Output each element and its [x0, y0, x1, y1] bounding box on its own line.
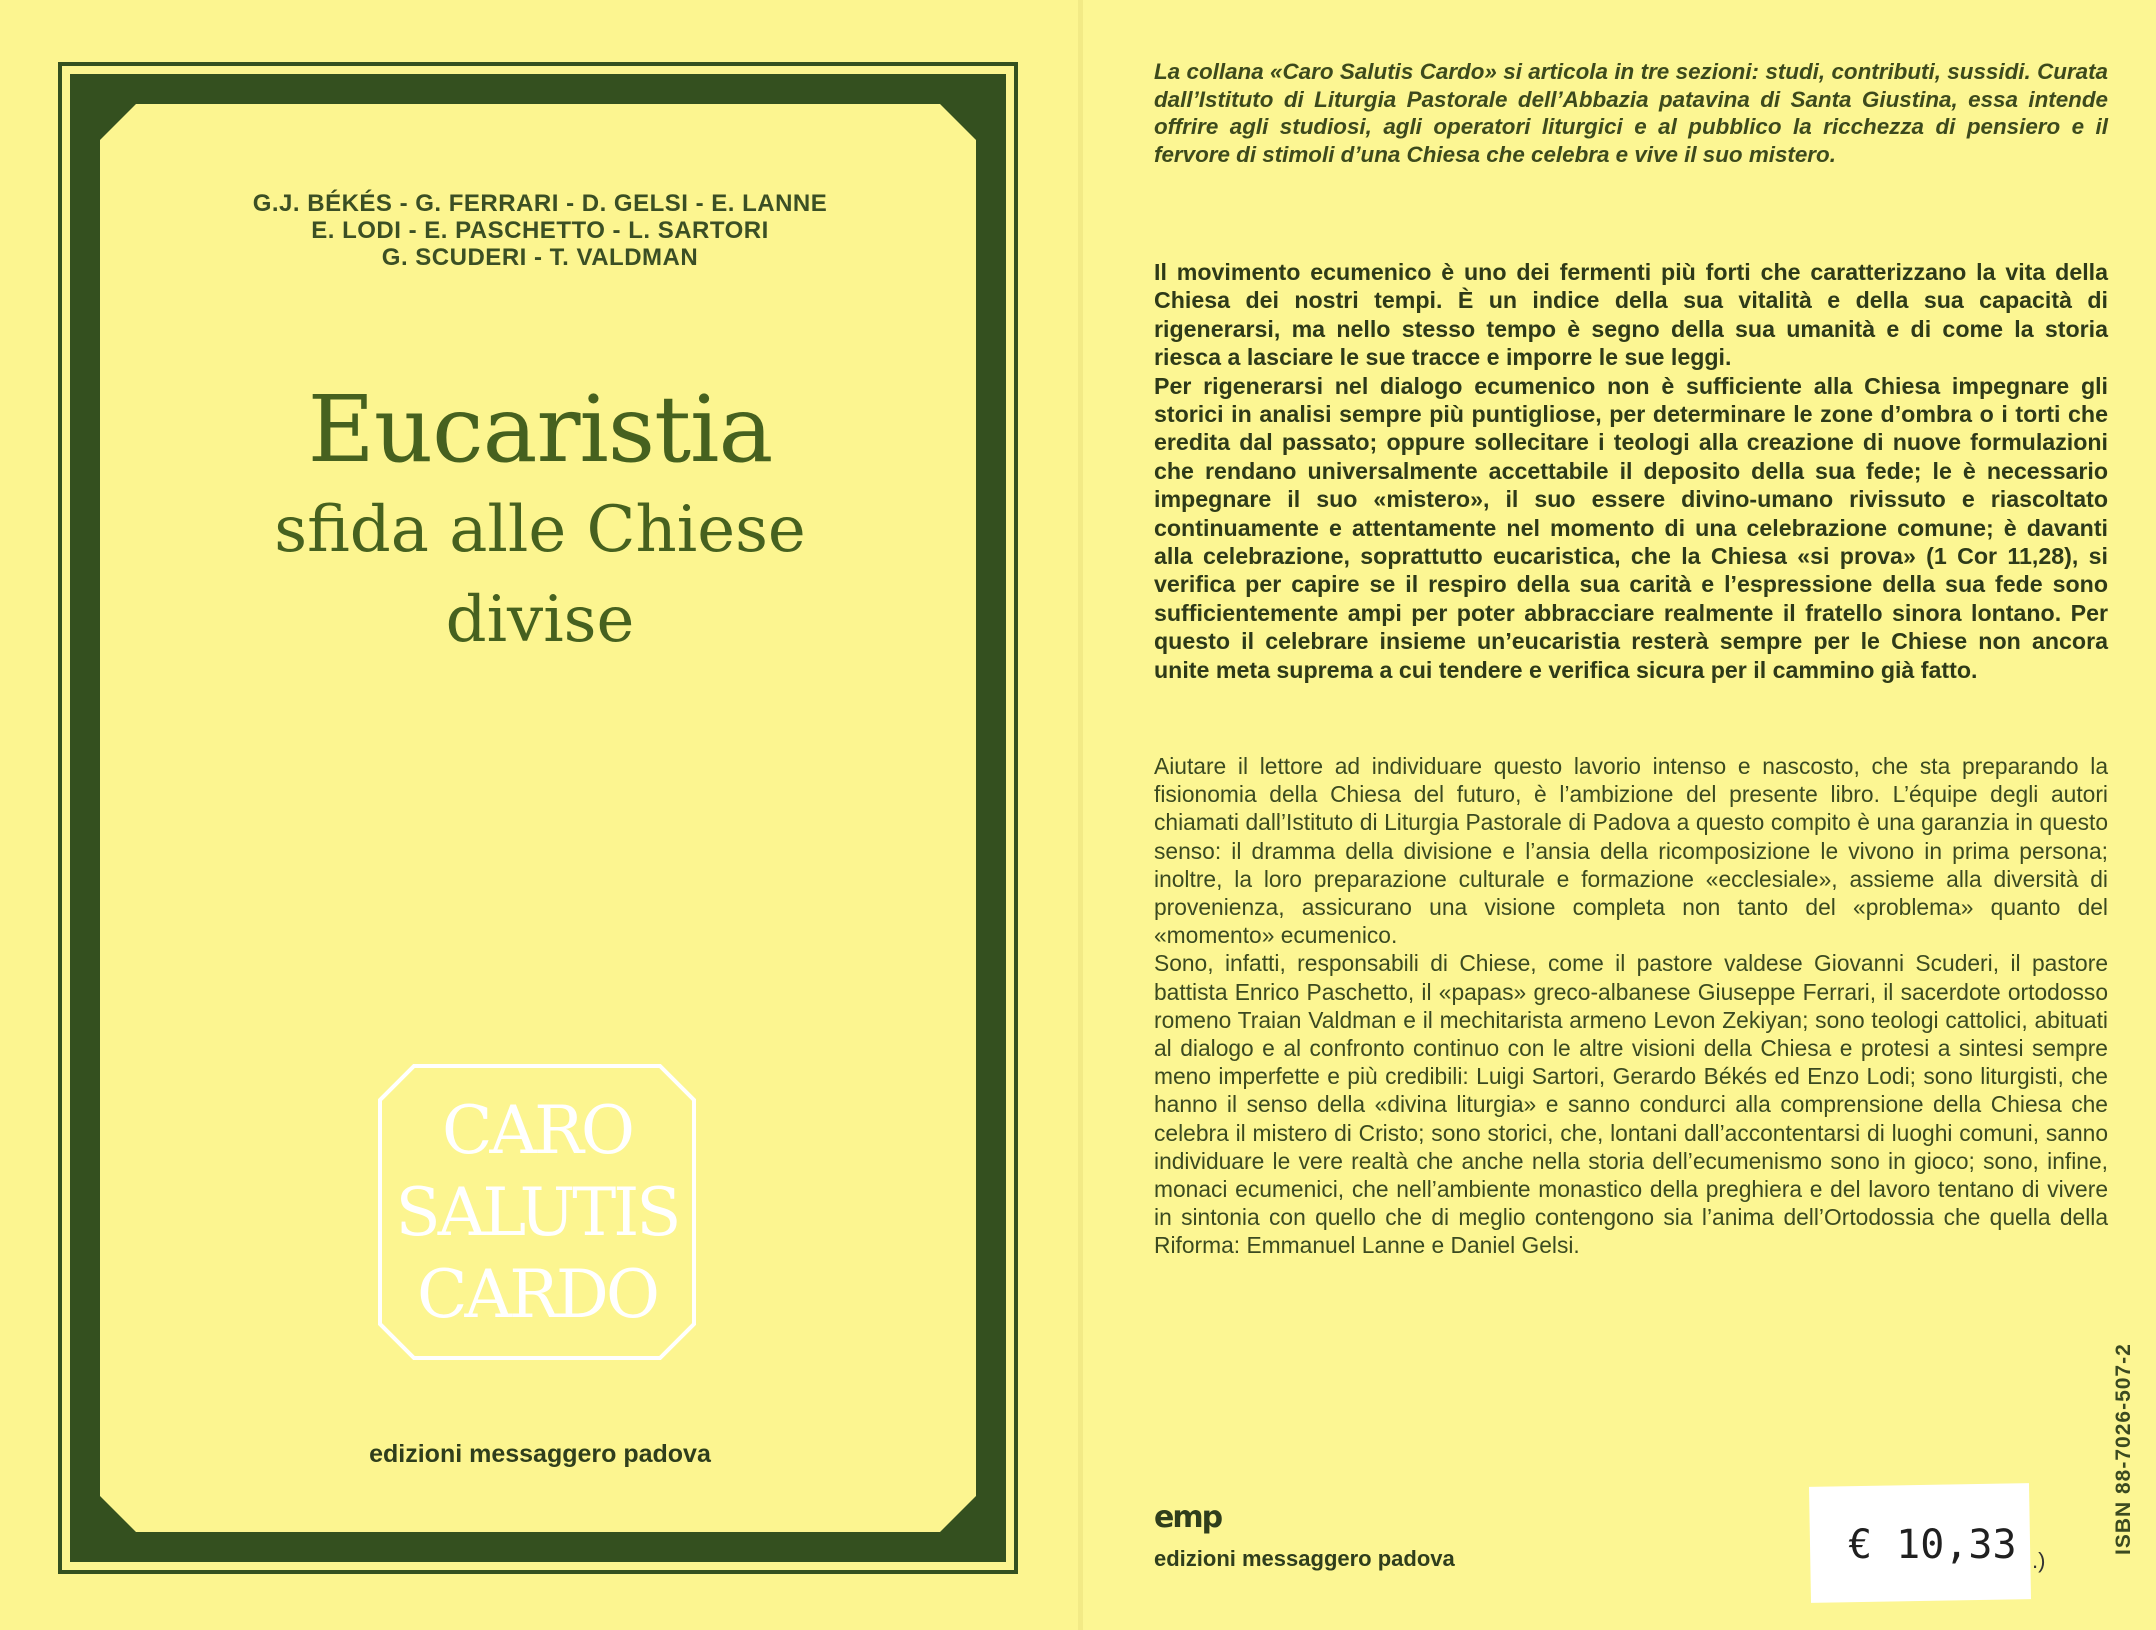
description-text: Per rigenerarsi nel dialogo ecumenico non è sufficiente alla Chiesa impegnare gli storici in analisi sempre più puntigliose, per determinare le zone d’ombra o i torti che eredita dal passato; oppure sollecitare i teologi alla creazione di nuove formulazioni che rendano universalmente accettabile il deposito della sua fede; le è necessario impegnare il suo «mistero», il suo essere divino-umano rivissuto e riascoltato continuamente e attentamente nel momento di una celebrazione comune; è davanti alla celebrazione, soprattutto eucaristica, che la Chiesa «si prova» (1 Cor 11,28), si verifica per capire se il respiro della sua carità e l’espressione della sua fede sono sufficientemente ampi per poter abbracciare realmente il fratello sinora lontano. Per questo il celebrare insieme un’eucaristia resterà sempre per le Chiese non ancora unite meta suprema a cui tendere e verifica sicura per il cammino già fatto. — [1154, 372, 2108, 683]
authors-line: E. LODI - E. PASCHETTO - L. SARTORI — [311, 217, 769, 244]
series-logo-line: CARDO — [417, 1256, 657, 1333]
book-subtitle-line-1: sfida alle Chiese — [274, 493, 806, 567]
description-paragraph-2 — [1154, 752, 2108, 1260]
series-logo-line: CARO — [442, 1092, 632, 1169]
isbn-code: ISBN 88-7026-507-2 — [2112, 1343, 2135, 1555]
description-text: Il movimento ecumenico è uno dei fermenti più forti che caratterizzano la vita della Chiesa dei nostri tempi. È un indice della sua vitalità e della sua capacità di rigenerarsi, ma nello stesso tempo è segno della sua umanità e di come la storia riesca a lasciare le sue tracce e imporre le sue leggi. — [1154, 259, 2108, 371]
authors-line: G. SCUDERI - T. VALDMAN — [381, 244, 699, 271]
authors-line: G.J. BÉKÉS - G. FERRARI - D. GELSI - E. LANNE — [252, 190, 828, 217]
series-blurb: La collana «Caro Salutis Cardo» si articola in tre sezioni: studi, contributi, sussidi. Curata dall’Istituto di Liturgia Pastorale dell’Abbazia patavina di Santa Giustina, essa intende offrire agli studiosi, agli operatori liturgici e al pubblico la ricchezza di pensiero e il fervore di stimoli d’una Chiesa che celebra e vive il suo mistero. — [1154, 59, 2108, 167]
book-subtitle-line-2: divise — [445, 583, 635, 657]
description-text: Sono, infatti, responsabili di Chiese, come il pastore valdese Giovanni Scuderi, il pastore battista Enrico Paschetto, il «papas» greco-albanese Giuseppe Ferrari, il sacerdote ortodosso romeno Traian Valdman e il mechitarista armeno Levon Zekiyan; sono teologi cattolici, abituati al dialogo e al confronto continuo con le altre visioni della Chiesa e protesi a sintesi sempre meno imperfette e più credibili: Luigi Sartori, Gerardo Békés ed Enzo Lodi; sono liturgisti, che hanno il senso della «divina liturgia» e sanno condurci alla comprensione della Chiesa che celebra il mistero di Cristo; sono storici, che, lontani dall’accontentarsi di luoghi comuni, sanno individuare le vere realtà che anche nella storia dell’ecumenismo sono in gioco; sono, infine, monaci ecumenici, che nell’ambiente monastico della preghiera e del lavoro tentano di vivere in sintonia con quello che di meglio contengono sia l’anima dell’Ortodossia che quella della Riforma: Emmanuel Lanne e Daniel Gelsi. — [1154, 950, 2108, 1259]
authors-list — [0, 190, 1080, 271]
emp-logo: emp — [1154, 1500, 1222, 1535]
publisher-name-back: edizioni messaggero padova — [1154, 1546, 1455, 1571]
series-logo-line: SALUTIS — [395, 1174, 679, 1251]
description-paragraph-1 — [1154, 258, 2108, 684]
series-logo-text — [378, 1090, 696, 1336]
book-title-block — [0, 375, 1080, 665]
publisher-name: edizioni messaggero padova — [369, 1440, 711, 1468]
price-tail-text: .) — [2032, 1548, 2046, 1573]
description-text: Aiutare il lettore ad individuare questo lavorio intenso e nascosto, che sta preparando la fisionomia della Chiesa del futuro, è l’ambizione del presente libro. L’équipe degli autori chiamati dall’Istituto di Liturgia Pastorale di Padova a questo compito è una garanzia in questo senso: il dramma della divisione e l’ansia della ricomposizione le vivono in prima persona; inoltre, la loro preparazione culturale e formazione «ecclesiale», assieme alla diversità di provenienza, assicurano una visione completa non tanto del «problema» quanto del «momento» ecumenico. — [1154, 753, 2108, 949]
price-label: € 10,33 — [1848, 1522, 2017, 1568]
book-title: Eucaristia — [307, 376, 773, 483]
